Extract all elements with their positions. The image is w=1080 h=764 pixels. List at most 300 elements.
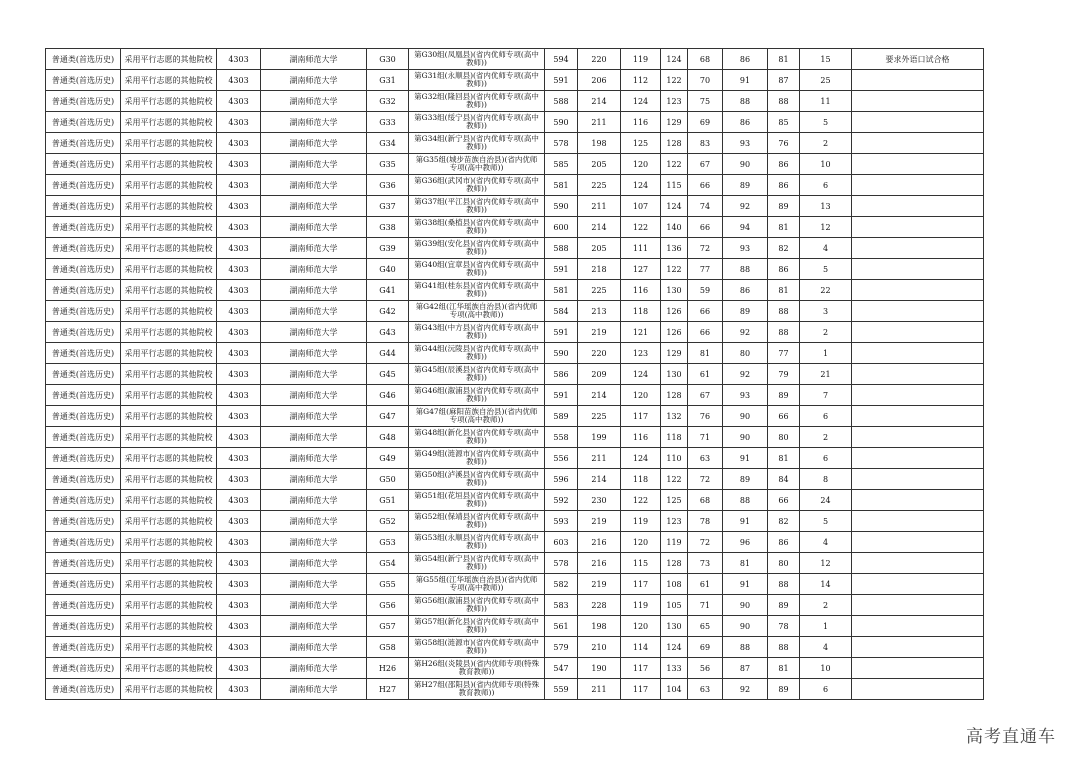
total-score-cell: 547 (545, 658, 578, 679)
score-cell-2: 117 (621, 658, 661, 679)
table-row (46, 637, 984, 658)
score-cell-6: 81 (768, 49, 800, 70)
score-cell-3: 115 (661, 175, 688, 196)
score-cell-2: 116 (621, 427, 661, 448)
note-cell (852, 637, 984, 658)
total-score-cell: 590 (545, 196, 578, 217)
note-cell (852, 448, 984, 469)
school-name-cell: 湖南师范大学 (261, 280, 367, 301)
group-code-cell: G32 (367, 91, 409, 112)
score-cell-2: 114 (621, 637, 661, 658)
score-cell-1: 206 (578, 70, 621, 91)
table-row (46, 490, 984, 511)
batch-cell: 采用平行志愿的其他院校 (121, 658, 217, 679)
score-cell-3: 123 (661, 91, 688, 112)
table-row (46, 322, 984, 343)
school-code-cell: 4303 (217, 343, 261, 364)
score-cell-5: 80 (723, 343, 768, 364)
score-cell-4: 63 (688, 448, 723, 469)
batch-cell: 采用平行志愿的其他院校 (121, 490, 217, 511)
group-name-cell: 第G54组(新宁县)(省内优师专项(高中教师)) (409, 553, 545, 574)
group-name-cell: 第G55组(江华瑶族自治县)(省内优师专项(高中教师)) (409, 574, 545, 595)
total-score-cell: 579 (545, 637, 578, 658)
score-cell-6: 86 (768, 259, 800, 280)
note-cell (852, 112, 984, 133)
score-cell-4: 72 (688, 469, 723, 490)
score-cell-5: 86 (723, 49, 768, 70)
category-cell: 普通类(首选历史) (46, 448, 121, 469)
score-cell-3: 125 (661, 490, 688, 511)
note-cell (852, 679, 984, 700)
school-code-cell: 4303 (217, 91, 261, 112)
table-row (46, 616, 984, 637)
batch-cell: 采用平行志愿的其他院校 (121, 154, 217, 175)
category-cell: 普通类(首选历史) (46, 511, 121, 532)
category-cell: 普通类(首选历史) (46, 469, 121, 490)
table-body (46, 49, 984, 700)
school-name-cell: 湖南师范大学 (261, 154, 367, 175)
score-cell-2: 116 (621, 280, 661, 301)
table-row (46, 532, 984, 553)
score-cell-1: 214 (578, 469, 621, 490)
score-cell-1: 230 (578, 490, 621, 511)
score-cell-1: 216 (578, 553, 621, 574)
score-cell-5: 88 (723, 259, 768, 280)
batch-cell: 采用平行志愿的其他院校 (121, 616, 217, 637)
table-row (46, 70, 984, 91)
score-cell-5: 91 (723, 70, 768, 91)
group-name-cell: 第G57组(新化县)(省内优师专项(高中教师)) (409, 616, 545, 637)
score-cell-5: 90 (723, 616, 768, 637)
note-cell (852, 364, 984, 385)
score-cell-2: 123 (621, 343, 661, 364)
score-cell-2: 115 (621, 553, 661, 574)
admission-table (45, 48, 984, 700)
count-cell: 6 (800, 406, 852, 427)
total-score-cell: 596 (545, 469, 578, 490)
group-code-cell: G50 (367, 469, 409, 490)
score-cell-4: 65 (688, 616, 723, 637)
score-cell-1: 218 (578, 259, 621, 280)
score-cell-6: 76 (768, 133, 800, 154)
note-cell (852, 70, 984, 91)
note-cell (852, 427, 984, 448)
school-name-cell: 湖南师范大学 (261, 301, 367, 322)
group-name-cell: 第G53组(永顺县)(省内优师专项(高中教师)) (409, 532, 545, 553)
score-cell-1: 211 (578, 196, 621, 217)
score-cell-3: 119 (661, 532, 688, 553)
score-cell-2: 122 (621, 217, 661, 238)
group-name-cell: 第G47组(麻阳苗族自治县)(省内优师专项(高中教师)) (409, 406, 545, 427)
score-cell-3: 128 (661, 385, 688, 406)
score-cell-4: 56 (688, 658, 723, 679)
table-row (46, 511, 984, 532)
score-cell-4: 69 (688, 637, 723, 658)
table-row (46, 658, 984, 679)
count-cell: 2 (800, 322, 852, 343)
score-cell-5: 81 (723, 553, 768, 574)
score-cell-1: 225 (578, 406, 621, 427)
total-score-cell: 600 (545, 217, 578, 238)
group-name-cell: 第G43组(中方县)(省内优师专项(高中教师)) (409, 322, 545, 343)
total-score-cell: 586 (545, 364, 578, 385)
score-cell-2: 120 (621, 154, 661, 175)
batch-cell: 采用平行志愿的其他院校 (121, 133, 217, 154)
total-score-cell: 561 (545, 616, 578, 637)
note-cell (852, 343, 984, 364)
group-code-cell: G34 (367, 133, 409, 154)
group-code-cell: G49 (367, 448, 409, 469)
group-name-cell: 第G49组(涟源市)(省内优师专项(高中教师)) (409, 448, 545, 469)
count-cell: 4 (800, 637, 852, 658)
table-row (46, 343, 984, 364)
category-cell: 普通类(首选历史) (46, 364, 121, 385)
table-row (46, 49, 984, 70)
score-cell-1: 205 (578, 238, 621, 259)
group-code-cell: G54 (367, 553, 409, 574)
category-cell: 普通类(首选历史) (46, 343, 121, 364)
category-cell: 普通类(首选历史) (46, 658, 121, 679)
count-cell: 12 (800, 553, 852, 574)
count-cell: 7 (800, 385, 852, 406)
school-name-cell: 湖南师范大学 (261, 91, 367, 112)
school-name-cell: 湖南师范大学 (261, 469, 367, 490)
score-cell-5: 88 (723, 637, 768, 658)
group-name-cell: 第G46组(溆浦县)(省内优师专项(高中教师)) (409, 385, 545, 406)
count-cell: 5 (800, 259, 852, 280)
category-cell: 普通类(首选历史) (46, 322, 121, 343)
batch-cell: 采用平行志愿的其他院校 (121, 679, 217, 700)
score-cell-5: 91 (723, 574, 768, 595)
group-code-cell: G31 (367, 70, 409, 91)
note-cell (852, 574, 984, 595)
total-score-cell: 585 (545, 154, 578, 175)
table-row (46, 385, 984, 406)
count-cell: 10 (800, 154, 852, 175)
score-cell-3: 126 (661, 322, 688, 343)
group-code-cell: H27 (367, 679, 409, 700)
school-code-cell: 4303 (217, 595, 261, 616)
school-name-cell: 湖南师范大学 (261, 448, 367, 469)
count-cell: 22 (800, 280, 852, 301)
group-code-cell: G52 (367, 511, 409, 532)
note-cell (852, 133, 984, 154)
group-name-cell: 第G31组(永顺县)(省内优师专项(高中教师)) (409, 70, 545, 91)
score-cell-6: 86 (768, 532, 800, 553)
total-score-cell: 581 (545, 175, 578, 196)
score-cell-2: 124 (621, 91, 661, 112)
count-cell: 10 (800, 658, 852, 679)
batch-cell: 采用平行志愿的其他院校 (121, 427, 217, 448)
note-cell (852, 658, 984, 679)
score-cell-2: 119 (621, 49, 661, 70)
table-row (46, 238, 984, 259)
score-cell-5: 88 (723, 490, 768, 511)
table-row (46, 175, 984, 196)
school-code-cell: 4303 (217, 196, 261, 217)
category-cell: 普通类(首选历史) (46, 427, 121, 448)
score-cell-1: 190 (578, 658, 621, 679)
school-name-cell: 湖南师范大学 (261, 553, 367, 574)
score-cell-3: 124 (661, 196, 688, 217)
note-cell (852, 154, 984, 175)
score-cell-6: 88 (768, 322, 800, 343)
score-cell-4: 72 (688, 238, 723, 259)
school-code-cell: 4303 (217, 322, 261, 343)
score-cell-4: 61 (688, 574, 723, 595)
group-code-cell: G37 (367, 196, 409, 217)
score-cell-1: 205 (578, 154, 621, 175)
count-cell: 6 (800, 448, 852, 469)
table-row (46, 364, 984, 385)
score-cell-5: 92 (723, 364, 768, 385)
note-cell (852, 322, 984, 343)
score-cell-5: 86 (723, 280, 768, 301)
note-cell (852, 511, 984, 532)
count-cell: 2 (800, 427, 852, 448)
category-cell: 普通类(首选历史) (46, 637, 121, 658)
score-cell-4: 66 (688, 175, 723, 196)
score-cell-1: 216 (578, 532, 621, 553)
score-cell-4: 74 (688, 196, 723, 217)
score-cell-6: 80 (768, 553, 800, 574)
school-name-cell: 湖南师范大学 (261, 217, 367, 238)
score-cell-6: 81 (768, 280, 800, 301)
school-name-cell: 湖南师范大学 (261, 175, 367, 196)
category-cell: 普通类(首选历史) (46, 301, 121, 322)
school-code-cell: 4303 (217, 532, 261, 553)
note-cell (852, 91, 984, 112)
group-name-cell: 第H27组(邵阳县)(省内优师专项(特殊教育教师)) (409, 679, 545, 700)
school-name-cell: 湖南师范大学 (261, 532, 367, 553)
score-cell-5: 91 (723, 448, 768, 469)
group-code-cell: G36 (367, 175, 409, 196)
score-cell-6: 86 (768, 175, 800, 196)
score-cell-2: 118 (621, 301, 661, 322)
note-cell (852, 385, 984, 406)
school-name-cell: 湖南师范大学 (261, 406, 367, 427)
total-score-cell: 592 (545, 490, 578, 511)
score-cell-2: 117 (621, 406, 661, 427)
table-row (46, 553, 984, 574)
score-cell-2: 124 (621, 175, 661, 196)
total-score-cell: 593 (545, 511, 578, 532)
group-name-cell: 第G45组(辰溪县)(省内优师专项(高中教师)) (409, 364, 545, 385)
category-cell: 普通类(首选历史) (46, 679, 121, 700)
admission-table-container (45, 48, 983, 700)
category-cell: 普通类(首选历史) (46, 574, 121, 595)
score-cell-5: 92 (723, 322, 768, 343)
score-cell-5: 90 (723, 154, 768, 175)
group-code-cell: G43 (367, 322, 409, 343)
score-cell-6: 88 (768, 91, 800, 112)
school-code-cell: 4303 (217, 112, 261, 133)
score-cell-2: 116 (621, 112, 661, 133)
score-cell-1: 228 (578, 595, 621, 616)
batch-cell: 采用平行志愿的其他院校 (121, 280, 217, 301)
school-name-cell: 湖南师范大学 (261, 133, 367, 154)
group-code-cell: G33 (367, 112, 409, 133)
score-cell-6: 86 (768, 154, 800, 175)
batch-cell: 采用平行志愿的其他院校 (121, 196, 217, 217)
group-code-cell: G45 (367, 364, 409, 385)
school-code-cell: 4303 (217, 679, 261, 700)
score-cell-1: 209 (578, 364, 621, 385)
total-score-cell: 589 (545, 406, 578, 427)
table-row (46, 595, 984, 616)
score-cell-4: 67 (688, 154, 723, 175)
score-cell-4: 68 (688, 490, 723, 511)
school-code-cell: 4303 (217, 658, 261, 679)
note-cell (852, 490, 984, 511)
count-cell: 3 (800, 301, 852, 322)
count-cell: 14 (800, 574, 852, 595)
group-code-cell: G39 (367, 238, 409, 259)
score-cell-4: 59 (688, 280, 723, 301)
score-cell-4: 63 (688, 679, 723, 700)
score-cell-1: 198 (578, 133, 621, 154)
batch-cell: 采用平行志愿的其他院校 (121, 259, 217, 280)
category-cell: 普通类(首选历史) (46, 154, 121, 175)
total-score-cell: 584 (545, 301, 578, 322)
score-cell-5: 89 (723, 175, 768, 196)
score-cell-3: 129 (661, 343, 688, 364)
school-code-cell: 4303 (217, 406, 261, 427)
batch-cell: 采用平行志愿的其他院校 (121, 637, 217, 658)
score-cell-3: 130 (661, 364, 688, 385)
group-name-cell: 第G33组(绥宁县)(省内优师专项(高中教师)) (409, 112, 545, 133)
total-score-cell: 590 (545, 343, 578, 364)
school-name-cell: 湖南师范大学 (261, 49, 367, 70)
score-cell-5: 87 (723, 658, 768, 679)
group-code-cell: G42 (367, 301, 409, 322)
score-cell-5: 92 (723, 679, 768, 700)
school-name-cell: 湖南师范大学 (261, 595, 367, 616)
count-cell: 12 (800, 217, 852, 238)
watermark-logo-text: 高考直通车 (966, 727, 1056, 747)
count-cell: 6 (800, 679, 852, 700)
batch-cell: 采用平行志愿的其他院校 (121, 217, 217, 238)
total-score-cell: 591 (545, 385, 578, 406)
group-code-cell: G56 (367, 595, 409, 616)
score-cell-6: 87 (768, 70, 800, 91)
category-cell: 普通类(首选历史) (46, 70, 121, 91)
score-cell-6: 77 (768, 343, 800, 364)
score-cell-4: 75 (688, 91, 723, 112)
score-cell-1: 199 (578, 427, 621, 448)
score-cell-6: 89 (768, 595, 800, 616)
table-row (46, 448, 984, 469)
score-cell-4: 76 (688, 406, 723, 427)
group-name-cell: 第G56组(溆浦县)(省内优师专项(高中教师)) (409, 595, 545, 616)
score-cell-6: 66 (768, 490, 800, 511)
school-name-cell: 湖南师范大学 (261, 511, 367, 532)
score-cell-6: 84 (768, 469, 800, 490)
count-cell: 24 (800, 490, 852, 511)
school-name-cell: 湖南师范大学 (261, 70, 367, 91)
score-cell-4: 70 (688, 70, 723, 91)
score-cell-1: 219 (578, 511, 621, 532)
score-cell-4: 71 (688, 595, 723, 616)
score-cell-1: 214 (578, 385, 621, 406)
school-name-cell: 湖南师范大学 (261, 427, 367, 448)
total-score-cell: 591 (545, 70, 578, 91)
score-cell-5: 93 (723, 133, 768, 154)
score-cell-6: 81 (768, 448, 800, 469)
total-score-cell: 578 (545, 553, 578, 574)
score-cell-6: 88 (768, 574, 800, 595)
score-cell-2: 117 (621, 574, 661, 595)
group-name-cell: 第G35组(城步苗族自治县)(省内优师专项(高中教师)) (409, 154, 545, 175)
batch-cell: 采用平行志愿的其他院校 (121, 112, 217, 133)
group-name-cell: 第G58组(涟源市)(省内优师专项(高中教师)) (409, 637, 545, 658)
score-cell-2: 124 (621, 448, 661, 469)
score-cell-4: 66 (688, 322, 723, 343)
score-cell-3: 140 (661, 217, 688, 238)
score-cell-4: 83 (688, 133, 723, 154)
score-cell-3: 129 (661, 112, 688, 133)
batch-cell: 采用平行志愿的其他院校 (121, 301, 217, 322)
batch-cell: 采用平行志愿的其他院校 (121, 406, 217, 427)
group-code-cell: G30 (367, 49, 409, 70)
score-cell-3: 132 (661, 406, 688, 427)
total-score-cell: 590 (545, 112, 578, 133)
score-cell-2: 111 (621, 238, 661, 259)
score-cell-5: 90 (723, 406, 768, 427)
count-cell: 1 (800, 343, 852, 364)
table-row (46, 427, 984, 448)
batch-cell: 采用平行志愿的其他院校 (121, 511, 217, 532)
batch-cell: 采用平行志愿的其他院校 (121, 91, 217, 112)
count-cell: 25 (800, 70, 852, 91)
total-score-cell: 556 (545, 448, 578, 469)
school-code-cell: 4303 (217, 238, 261, 259)
score-cell-1: 211 (578, 679, 621, 700)
group-name-cell: 第G32组(隆回县)(省内优师专项(高中教师)) (409, 91, 545, 112)
batch-cell: 采用平行志愿的其他院校 (121, 364, 217, 385)
score-cell-3: 104 (661, 679, 688, 700)
note-cell (852, 301, 984, 322)
count-cell: 13 (800, 196, 852, 217)
score-cell-2: 125 (621, 133, 661, 154)
score-cell-5: 89 (723, 469, 768, 490)
category-cell: 普通类(首选历史) (46, 112, 121, 133)
score-cell-3: 133 (661, 658, 688, 679)
note-cell (852, 595, 984, 616)
score-cell-6: 82 (768, 511, 800, 532)
score-cell-1: 214 (578, 217, 621, 238)
score-cell-2: 112 (621, 70, 661, 91)
score-cell-5: 93 (723, 385, 768, 406)
group-code-cell: G40 (367, 259, 409, 280)
group-code-cell: G53 (367, 532, 409, 553)
count-cell: 15 (800, 49, 852, 70)
score-cell-1: 211 (578, 448, 621, 469)
group-name-cell: 第G30组(凤凰县)(省内优师专项(高中教师)) (409, 49, 545, 70)
note-cell (852, 406, 984, 427)
score-cell-5: 90 (723, 427, 768, 448)
count-cell: 4 (800, 532, 852, 553)
school-code-cell: 4303 (217, 616, 261, 637)
score-cell-2: 120 (621, 385, 661, 406)
total-score-cell: 583 (545, 595, 578, 616)
total-score-cell: 588 (545, 238, 578, 259)
batch-cell: 采用平行志愿的其他院校 (121, 448, 217, 469)
note-cell (852, 469, 984, 490)
score-cell-1: 225 (578, 280, 621, 301)
score-cell-3: 122 (661, 154, 688, 175)
group-name-cell: 第G51组(花垣县)(省内优师专项(高中教师)) (409, 490, 545, 511)
